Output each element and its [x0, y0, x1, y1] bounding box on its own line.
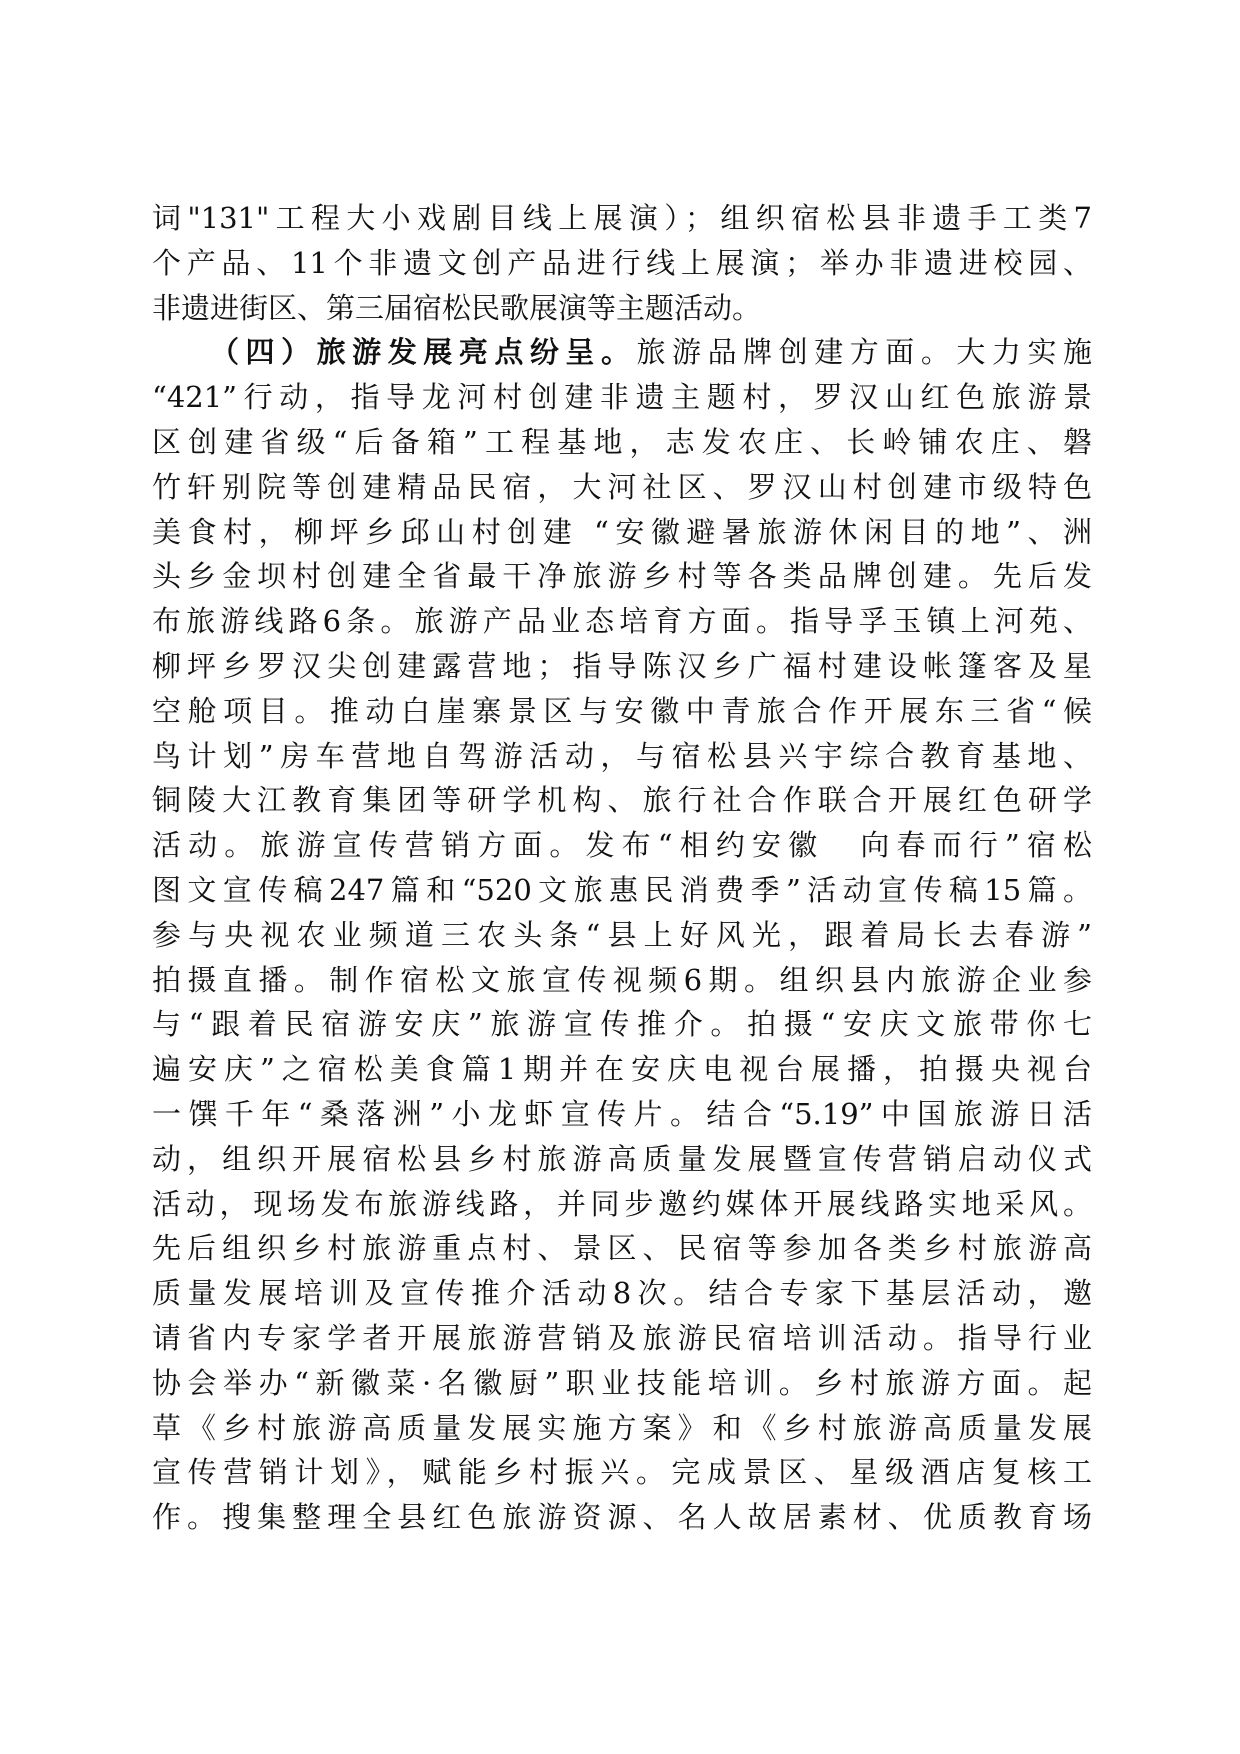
text-fragment: 旅游品牌创建方面。大力实施 — [636, 335, 1092, 370]
text-line: 动，组织开展宿松县乡村旅游高质量发展暨宣传营销启动仪式 — [152, 1141, 1092, 1176]
text-line: 一馔千年“桑落洲”小龙虾宣传片。结合“5.19”中国旅游日活 — [152, 1096, 1092, 1131]
text-line: 与“跟着民宿游安庆”旅游宣传推介。拍摄“安庆文旅带你七 — [152, 1007, 1092, 1042]
text-line: 活动。旅游宣传营销方面。发布“相约安徽 向春而行”宿松 — [152, 828, 1092, 863]
text-line: 铜陵大江教育集团等研学机构、旅行社合作联合开展红色研学 — [152, 783, 1092, 818]
section-first-line — [152, 330, 1092, 375]
text-line: 请省内专家学者开展旅游营销及旅游民宿培训活动。指导行业 — [152, 1320, 1092, 1355]
text-line: 作。搜集整理全县红色旅游资源、名人故居素材、优质教育场 — [152, 1500, 1092, 1535]
text-line: 图文宣传稿247篇和“520文旅惠民消费季”活动宣传稿15篇。 — [152, 872, 1092, 907]
text-line: “421”行动，指导龙河村创建非遗主题村，罗汉山红色旅游景 — [152, 380, 1092, 415]
text-line: 非遗进街区、第三届宿松民歌展演等主题活动。 — [152, 290, 762, 325]
text-line: 协会举办“新徽菜·名徽厨”职业技能培训。乡村旅游方面。起 — [152, 1365, 1092, 1400]
body-text — [152, 196, 1092, 1540]
text-line: 草《乡村旅游高质量发展实施方案》和《乡村旅游高质量发展 — [152, 1410, 1092, 1445]
text-line: 活动，现场发布旅游线路，并同步邀约媒体开展线路实地采风。 — [152, 1186, 1092, 1221]
text-line: 竹轩别院等创建精品民宿，大河社区、罗汉山村创建市级特色 — [152, 469, 1092, 504]
text-line: 先后组织乡村旅游重点村、景区、民宿等参加各类乡村旅游高 — [152, 1231, 1092, 1266]
text-line: 柳坪乡罗汉尖创建露营地；指导陈汉乡广福村建设帐篷客及星 — [152, 648, 1092, 683]
text-line: 鸟计划”房车营地自驾游活动，与宿松县兴宇综合教育基地、 — [152, 738, 1092, 773]
text-line: 参与央视农业频道三农头条“县上好风光，跟着局长去春游” — [152, 917, 1092, 952]
text-line: 布旅游线路6条。旅游产品业态培育方面。指导孚玉镇上河苑、 — [152, 604, 1092, 639]
text-line: 个产品、11个非遗文创产品进行线上展演；举办非遗进校园、 — [152, 245, 1092, 280]
section-heading: （四）旅游发展亮点纷呈。 — [210, 335, 637, 370]
text-line: 质量发展培训及宣传推介活动8次。结合专家下基层活动，邀 — [152, 1276, 1092, 1311]
text-line: 美食村，柳坪乡邱山村创建 “安徽避暑旅游休闲目的地”、洲 — [152, 514, 1092, 549]
text-line: 空舱项目。推动白崖寨景区与安徽中青旅合作开展东三省“候 — [152, 693, 1092, 728]
text-line: 区创建省级“后备箱”工程基地，志发农庄、长岭铺农庄、磐 — [152, 424, 1092, 459]
text-line: 拍摄直播。制作宿松文旅宣传视频6期。组织县内旅游企业参 — [152, 962, 1092, 997]
text-line: 词"131"工程大小戏剧目线上展演）；组织宿松县非遗手工类7 — [152, 201, 1092, 235]
text-line: 宣传营销计划》，赋能乡村振兴。完成景区、星级酒店复核工 — [152, 1455, 1092, 1490]
text-line: 遍安庆”之宿松美食篇1期并在安庆电视台展播，拍摄央视台 — [152, 1052, 1092, 1087]
text-line: 头乡金坝村创建全省最干净旅游乡村等各类品牌创建。先后发 — [152, 559, 1092, 594]
